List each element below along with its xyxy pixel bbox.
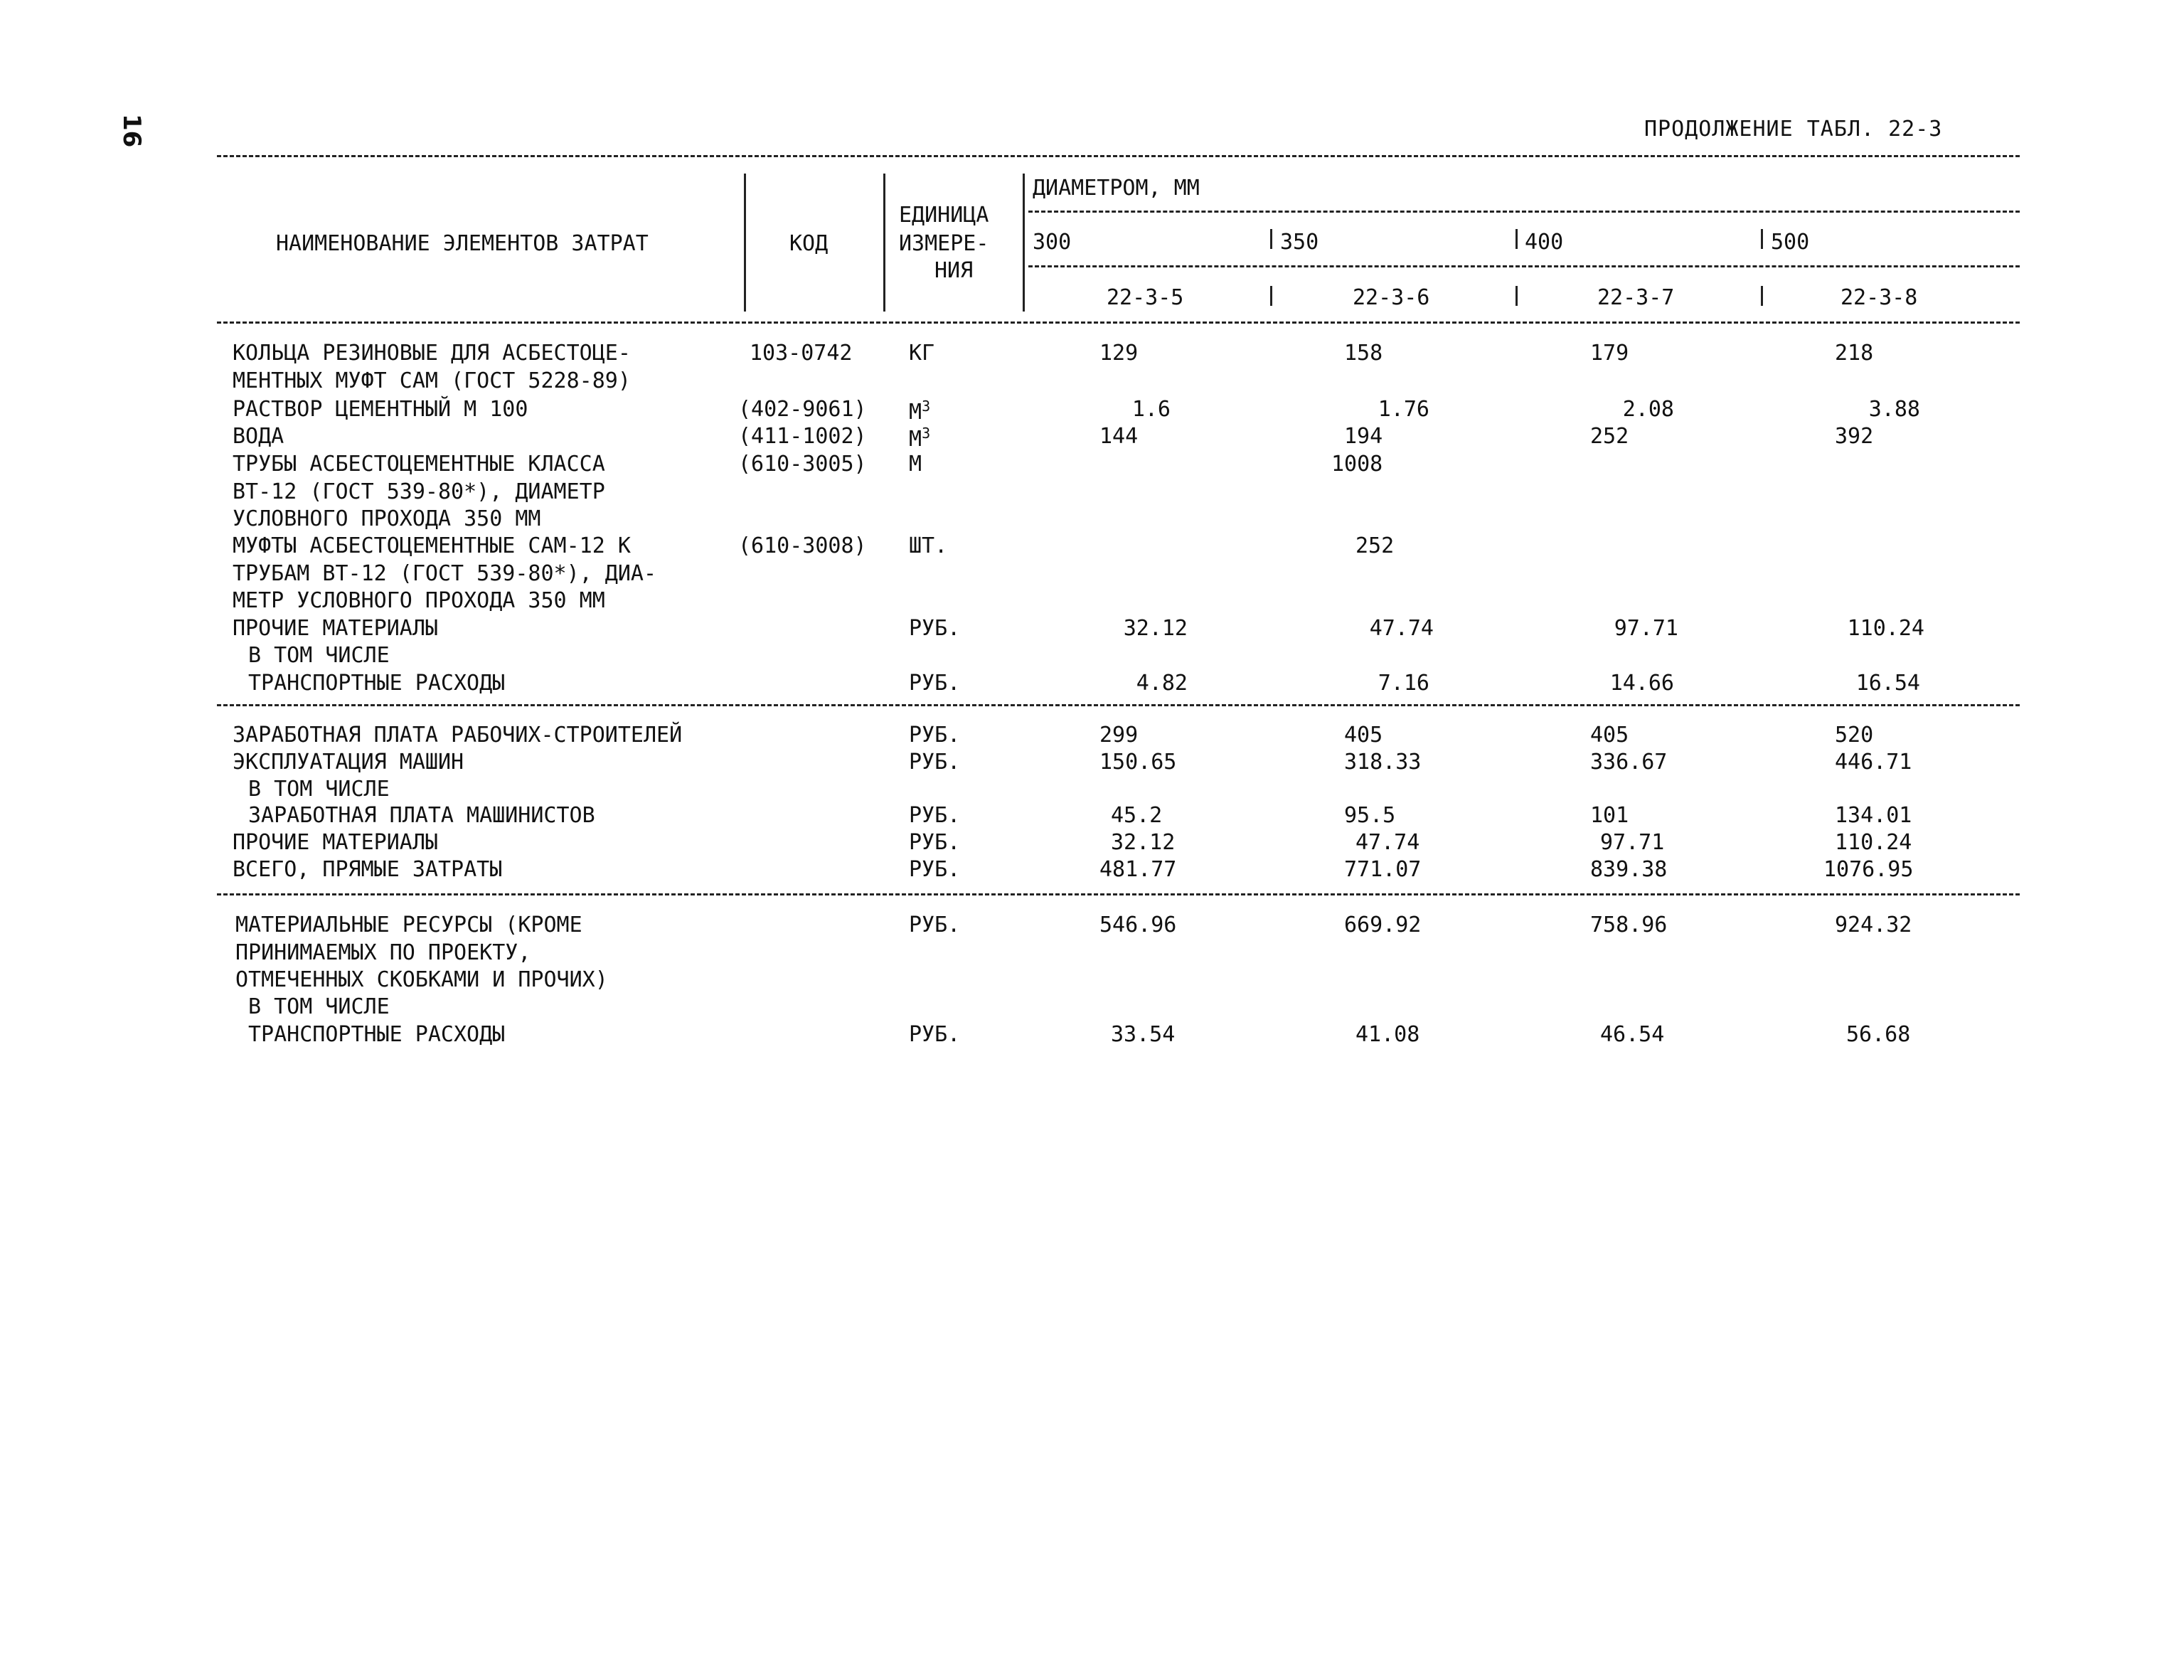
header-diameter-value: 350 [1280,230,1319,255]
col-divider [1761,229,1763,249]
header-diameter-value: 300 [1033,230,1072,255]
row-value: 4.82 [1136,671,1188,696]
row-value: 405 [1344,723,1383,748]
row-value: 481.77 [1099,857,1177,882]
row-value: 101 [1590,803,1629,828]
row-name: ПРОЧИЕ МАТЕРИАЛЫ [233,616,438,641]
row-value: 14.66 [1609,671,1674,696]
row-name: КОЛЬЦА РЕЗИНОВЫЕ ДЛЯ АСБЕСТОЦЕ- [233,341,631,366]
col-divider [1270,229,1272,249]
row-value: 520 [1835,723,1874,748]
rule-section [217,893,2020,895]
col-divider [1761,286,1763,306]
continuation-title: ПРОДОЛЖЕНИЕ ТАБЛ. 22-3 [1644,117,1943,142]
col-divider [744,174,746,312]
row-unit: РУБ. [909,857,961,882]
row-name: ЗАРАБОТНАЯ ПЛАТА РАБОЧИХ-СТРОИТЕЛЕЙ [233,723,683,748]
header-rate-code: 22-3-7 [1597,285,1675,310]
row-value: 16.54 [1855,671,1920,696]
row-value: 1.6 [1131,397,1171,422]
rule-top [217,155,2020,157]
row-code: (411-1002) [738,424,867,449]
row-name: В ТОМ ЧИСЛЕ [248,777,390,802]
row-name: МЕТР УСЛОВНОГО ПРОХОДА 350 ММ [233,588,605,613]
row-value: 158 [1344,341,1383,366]
row-value: 1076.95 [1823,857,1914,882]
row-code: (610-3008) [738,533,867,558]
row-unit: РУБ. [909,671,961,696]
header-diameter: ДИАМЕТРОМ, ММ [1033,176,1200,201]
row-code: (402-9061) [738,397,867,422]
row-value: 129 [1099,341,1139,366]
row-name: МЕНТНЫХ МУФТ САМ (ГОСТ 5228-89) [233,368,631,393]
row-unit: $М^3$ [909,398,931,425]
row-value: 252 [1355,533,1395,558]
row-value: 32.12 [1111,830,1176,855]
row-value: 56.68 [1846,1022,1911,1047]
row-code: (610-3005) [738,452,867,477]
row-name: ПРИНИМАЕМЫХ ПО ПРОЕКТУ, [235,940,531,965]
row-value: 194 [1344,424,1383,449]
row-value: 33.54 [1111,1022,1176,1047]
row-name: МУФТЫ АСБЕСТОЦЕМЕНТНЫЕ САМ-12 К [233,533,631,558]
row-value: 924.32 [1835,913,1912,937]
col-divider [1270,286,1272,306]
row-name: ЭКСПЛУАТАЦИЯ МАШИН [233,750,464,775]
header-code: КОД [789,231,829,256]
col-divider [883,174,885,312]
row-value: 46.54 [1600,1022,1665,1047]
row-value: 150.65 [1099,750,1177,775]
row-value: 134.01 [1835,803,1912,828]
row-value: 546.96 [1099,913,1177,937]
row-name: ВСЕГО, ПРЯМЫЕ ЗАТРАТЫ [233,857,503,882]
row-value: 758.96 [1590,913,1668,937]
row-name: ТРАНСПОРТНЫЕ РАСХОДЫ [248,671,506,696]
row-value: 41.08 [1355,1022,1420,1047]
col-divider [1516,229,1518,249]
col-divider [1516,286,1518,306]
row-value: 405 [1590,723,1629,748]
header-diameter-value: 400 [1525,230,1564,255]
row-name: МАТЕРИАЛЬНЫЕ РЕСУРСЫ (КРОМЕ [235,913,582,937]
row-value: 97.71 [1614,616,1678,641]
row-value: 1008 [1331,452,1383,477]
row-name: УСЛОВНОГО ПРОХОДА 350 ММ [233,506,541,531]
row-name: В ТОМ ЧИСЛЕ [248,643,390,668]
row-unit: РУБ. [909,913,961,937]
row-value: 669.92 [1344,913,1422,937]
header-unit: ЕДИНИЦА [899,203,989,228]
row-name: ЗАРАБОТНАЯ ПЛАТА МАШИНИСТОВ [248,803,595,828]
header-rate-code: 22-3-6 [1353,285,1430,310]
row-unit: ШТ. [909,533,948,558]
row-value: 336.67 [1590,750,1668,775]
rule-section [217,704,2020,706]
row-name: ПРОЧИЕ МАТЕРИАЛЫ [233,830,438,855]
row-value: 32.12 [1123,616,1188,641]
page-number: 16 [117,114,146,148]
row-value: 47.74 [1355,830,1420,855]
row-value: 110.24 [1835,830,1912,855]
row-value: 97.71 [1600,830,1665,855]
row-value: 45.2 [1111,803,1163,828]
rule-header-bottom [217,321,2020,324]
row-value: 3.88 [1868,397,1920,422]
row-unit: РУБ. [909,723,961,748]
header-rate-code: 22-3-5 [1107,285,1184,310]
row-value: 771.07 [1344,857,1422,882]
row-name: В ТОМ ЧИСЛЕ [248,994,390,1019]
rule-codes [1028,265,2020,267]
row-value: 47.74 [1369,616,1434,641]
rule-diam [1028,211,2020,213]
row-code: 103-0742 [750,341,853,366]
header-unit: НИЯ [934,258,974,283]
row-name: ТРАНСПОРТНЫЕ РАСХОДЫ [248,1022,506,1047]
row-value: 446.71 [1835,750,1912,775]
row-value: 144 [1099,424,1139,449]
row-value: 318.33 [1344,750,1422,775]
col-divider [1023,174,1025,312]
row-value: 252 [1590,424,1629,449]
row-unit: РУБ. [909,803,961,828]
header-diameter-value: 500 [1771,230,1810,255]
row-unit: $М^3$ [909,425,931,452]
row-value: 110.24 [1847,616,1924,641]
row-unit: РУБ. [909,830,961,855]
row-value: 392 [1835,424,1874,449]
row-unit: РУБ. [909,750,961,775]
row-name: ВТ-12 (ГОСТ 539-80*), ДИАМЕТР [233,479,605,504]
row-unit: КГ [909,341,935,366]
row-name: ТРУБАМ ВТ-12 (ГОСТ 539-80*), ДИА- [233,561,657,586]
row-value: 299 [1099,723,1139,748]
row-value: 218 [1835,341,1874,366]
row-name: ВОДА [233,424,284,449]
header-rate-code: 22-3-8 [1841,285,1918,310]
row-unit: РУБ. [909,616,961,641]
row-value: 2.08 [1622,397,1674,422]
row-name: РАСТВОР ЦЕМЕНТНЫЙ М 100 [233,397,528,422]
row-unit: М [909,452,922,477]
row-name: ОТМЕЧЕННЫХ СКОБКАМИ И ПРОЧИХ) [235,967,608,992]
row-name: ТРУБЫ АСБЕСТОЦЕМЕНТНЫЕ КЛАССА [233,452,605,477]
row-value: 7.16 [1378,671,1429,696]
row-value: 1.76 [1378,397,1429,422]
row-value: 179 [1590,341,1629,366]
header-name: НАИМЕНОВАНИЕ ЭЛЕМЕНТОВ ЗАТРАТ [276,231,649,256]
row-value: 95.5 [1344,803,1396,828]
header-unit: ИЗМЕРЕ- [899,231,989,256]
row-value: 839.38 [1590,857,1668,882]
row-unit: РУБ. [909,1022,961,1047]
